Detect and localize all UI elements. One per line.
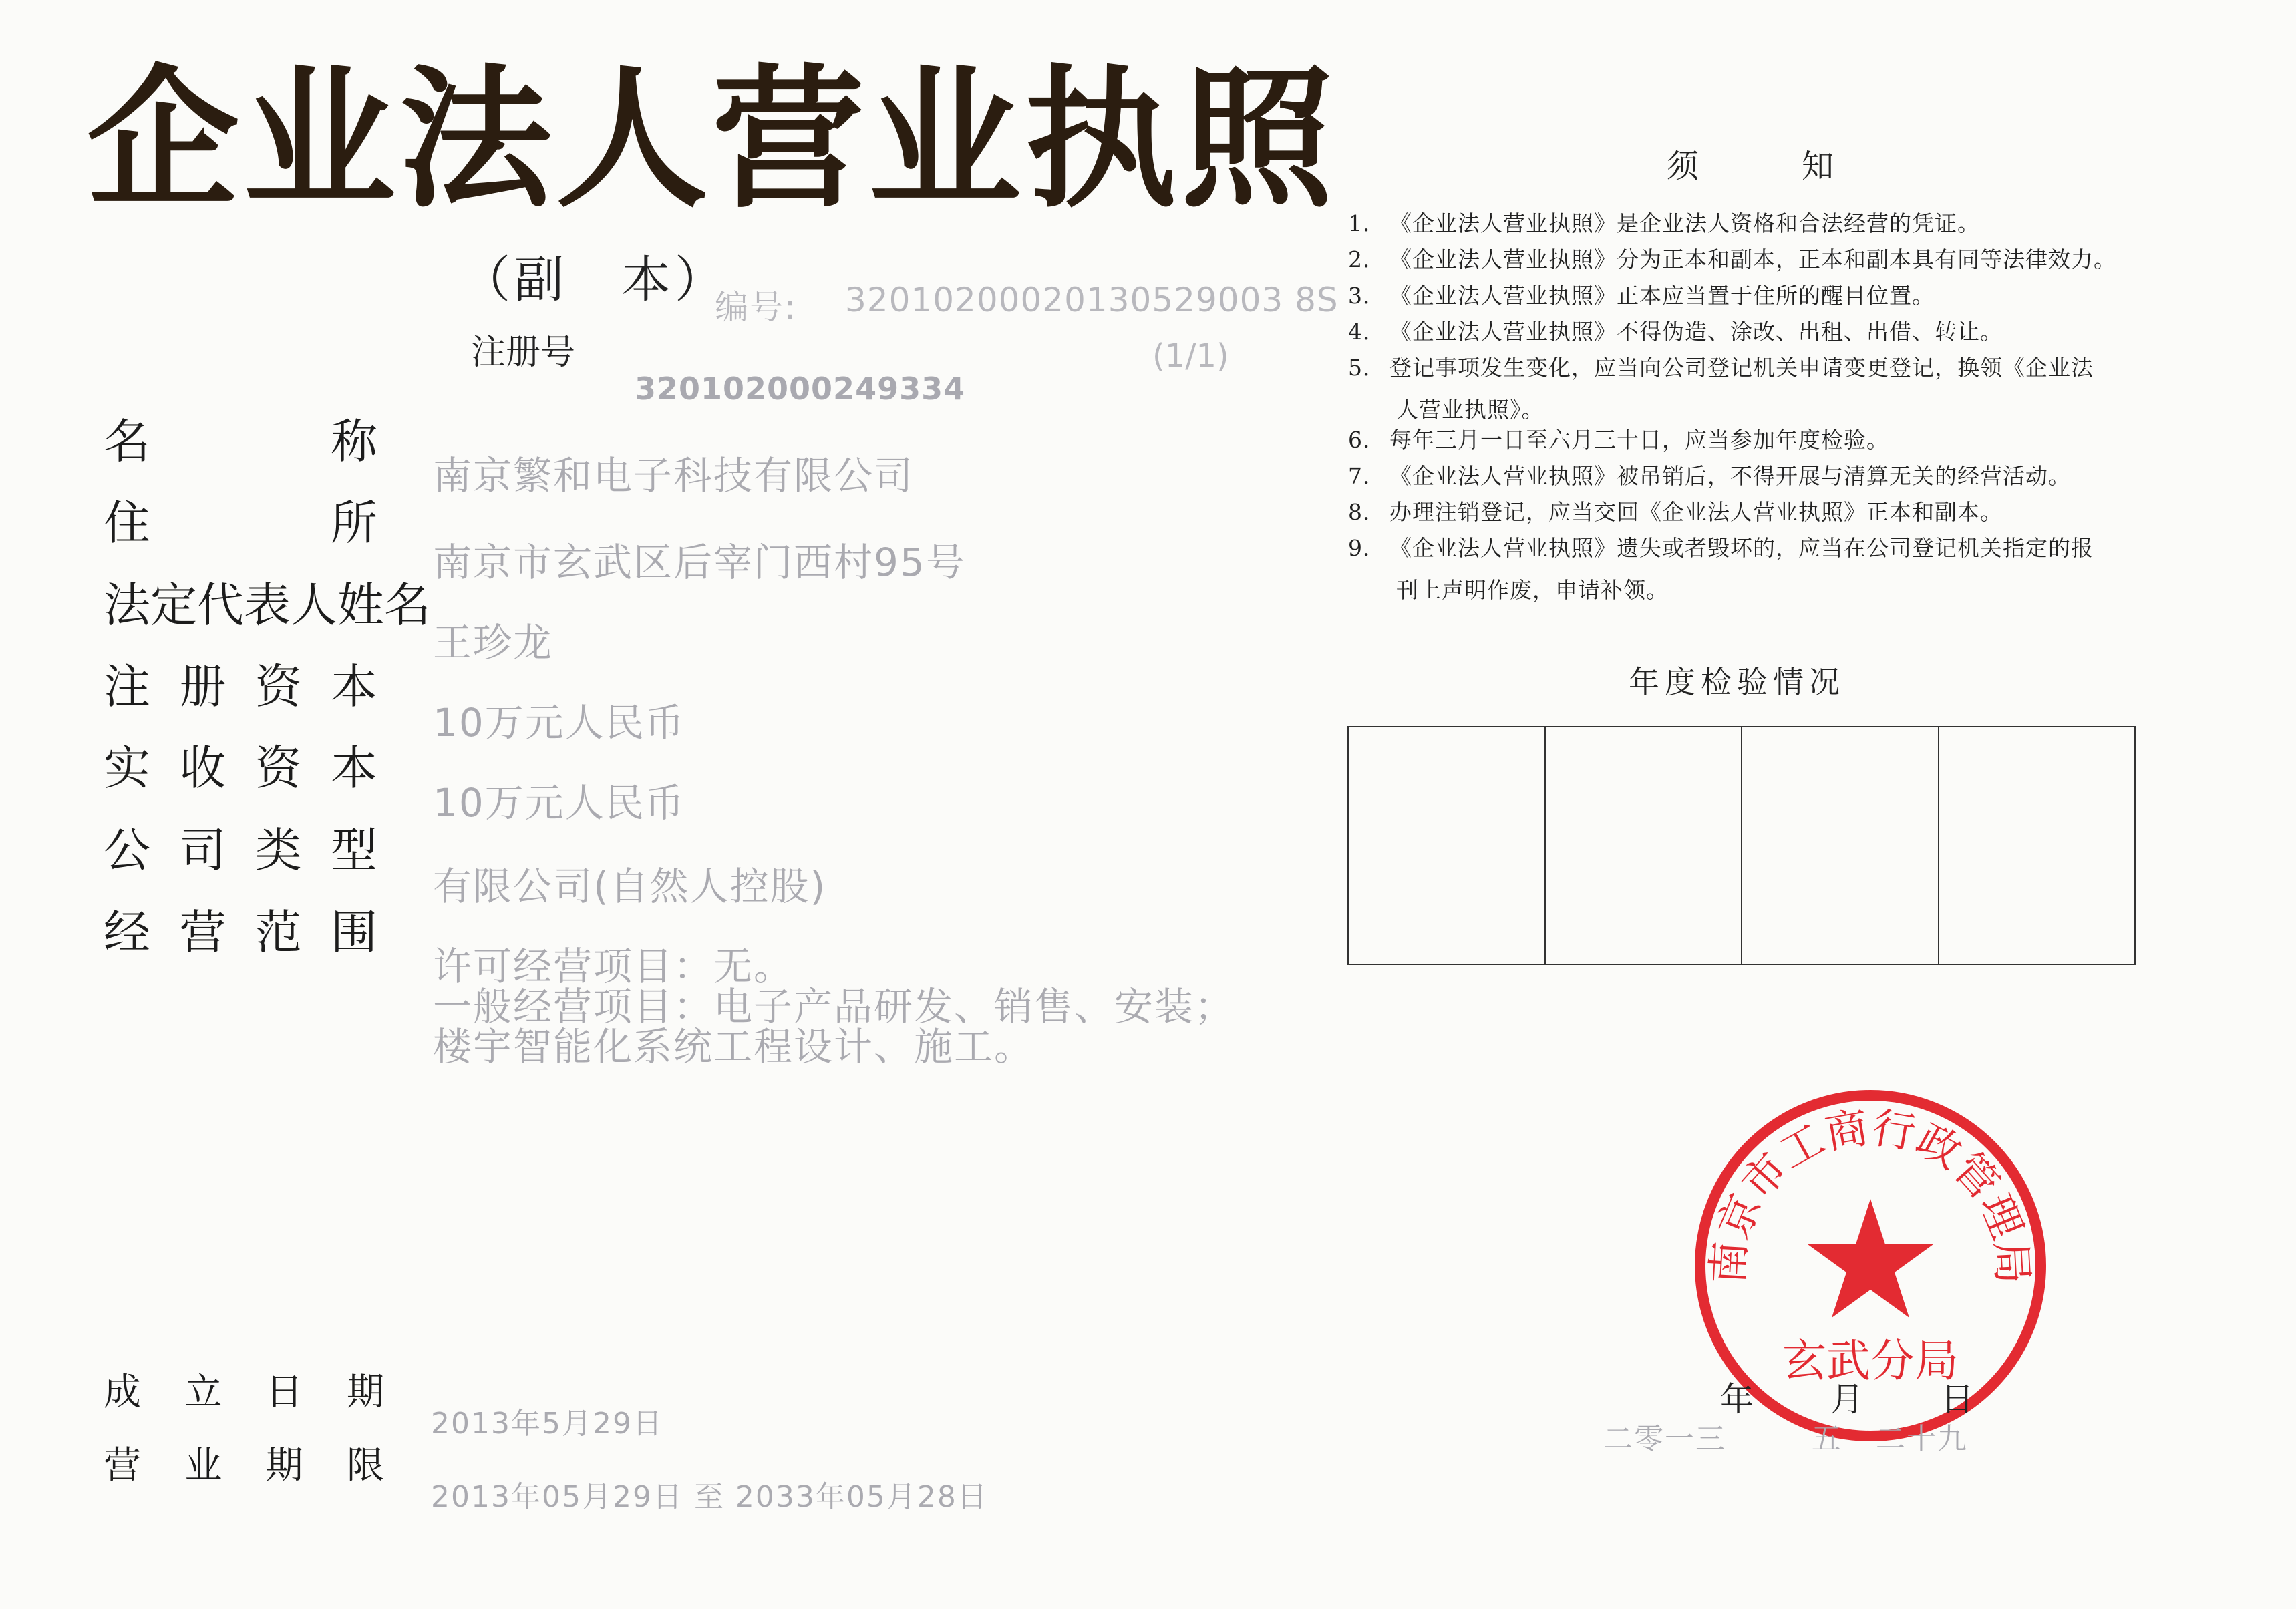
label-char: 本 [330,741,377,795]
label-char: 期 [265,1444,303,1487]
label-char: 司 [179,823,226,878]
notice-item: 5． 登记事项发生变化，应当向公司登记机关申请变更登记，换领《企业法 [1348,355,2094,381]
field-value-scope-line: 许可经营项目：无。 [433,944,794,989]
notice-item: 7． 《企业法人营业执照》被吊销后，不得开展与清算无关的经营活动。 [1348,463,2071,489]
field-value-company-type: 有限公司(自然人控股) [433,864,827,909]
label-char: 册 [179,659,226,714]
issue-day-label: 日 [1941,1380,1974,1419]
field-value-scope-line: 一般经营项目：电子产品研发、销售、安装； [433,984,1235,1029]
label-char: 住 [104,496,150,550]
issue-day-value: 二十九 [1876,1422,1968,1456]
notice-item: 4． 《企业法人营业执照》不得伪造、涂改、出租、出借、转让。 [1348,319,2003,345]
label-char: 所 [331,496,377,550]
issue-year-label: 年 [1720,1380,1754,1419]
label-char: 营 [104,1444,141,1487]
notice-item: 1． 《企业法人营业执照》是企业法人资格和合法经营的凭证。 [1348,210,1980,236]
field-value-legal-rep: 王珍龙 [433,620,554,665]
field-label-registered-capital [104,649,377,717]
field-value-paid-capital: 10万元人民币 [433,780,685,826]
field-label-paid-capital [104,731,377,798]
field-label-legal-rep: 法定代表人姓名 [104,578,431,633]
inspection-cell [1742,727,1939,964]
inspection-cell [1939,727,2135,964]
label-char: 立 [184,1371,222,1414]
field-value-registered-capital: 10万元人民币 [433,700,685,745]
issue-year-value: 二零一三 [1603,1422,1726,1456]
notice-title-char: 须 [1667,148,1699,185]
notice-title-char: 知 [1801,148,1834,185]
label-char: 限 [346,1444,384,1487]
notice-item: 9． 《企业法人营业执照》遗失或者毁坏的，应当在公司登记机关指定的报 [1348,535,2094,561]
field-label-established-date [104,1363,384,1416]
annual-inspection-grid [1347,726,2136,965]
field-value-name: 南京繁和电子科技有限公司 [433,453,915,498]
label-char: 实 [104,741,150,795]
certificate-title: 企业法人营业执照 [87,51,1337,228]
issue-month-value: 五 [1812,1422,1842,1456]
label-char: 范 [255,905,302,960]
annual-inspection-title: 年度检验情况 [1629,664,1845,700]
issue-month-label: 月 [1830,1380,1864,1419]
inspection-cell [1349,727,1546,964]
label-char: 资 [255,659,302,714]
label-char: 类 [255,823,302,878]
field-value-scope-line: 楼宇智能化系统工程设计、施工。 [433,1024,1035,1069]
label-char: 型 [330,823,377,878]
seal-bottom-text: 玄武分局 [1782,1335,1959,1387]
label-char: 资 [255,741,302,795]
field-label-name [104,404,377,472]
label-char: 注 [104,659,150,714]
copy-type-label: （副 本） [461,251,728,309]
page-indicator: (1/1) [1152,337,1229,375]
field-label-business-term [104,1436,384,1489]
seal-star-icon [1808,1199,1933,1318]
label-char: 业 [184,1444,222,1487]
field-label-company-type [104,813,377,880]
registration-number-value: 320102000249334 [635,371,966,407]
notice-item-continued: 人营业执照》。 [1396,397,1544,423]
field-label-address [104,486,377,553]
notice-item: 8． 办理注销登记，应当交回《企业法人营业执照》正本和副本。 [1348,499,2003,525]
serial-number-label: 编号: [715,288,797,327]
label-char: 经 [104,905,150,960]
label-char: 成 [104,1371,141,1414]
label-char: 本 [330,659,377,714]
business-term-value: 2013年05月29日 至 2033年05月28日 [431,1480,988,1514]
registration-number-label: 注册号 [471,333,576,373]
label-char: 围 [330,905,377,960]
label-char: 名 [104,414,150,469]
notice-item-continued: 刊上声明作废，申请补领。 [1396,577,1669,603]
notice-item: 2． 《企业法人营业执照》分为正本和副本，正本和副本具有同等法律效力。 [1348,246,2116,273]
notice-item: 6． 每年三月一日至六月三十日，应当参加年度检验。 [1348,427,1889,453]
established-date-value: 2013年5月29日 [431,1407,663,1441]
label-char: 收 [179,741,226,795]
field-label-business-scope [104,895,377,962]
inspection-cell [1546,727,1743,964]
label-char: 公 [104,823,150,878]
label-char: 日 [265,1371,303,1414]
label-char: 营 [179,905,226,960]
label-char: 称 [331,414,377,469]
notice-title [1667,140,1834,186]
serial-number-value: 32010200020130529003 8S [845,281,1339,319]
label-char: 期 [346,1371,384,1414]
notice-item: 3． 《企业法人营业执照》正本应当置于住所的醒目位置。 [1348,283,1935,309]
seal-arc-text: 南京市工商行政管理局 [1703,1103,2037,1286]
field-value-address: 南京市玄武区后宰门西村95号 [433,540,966,585]
